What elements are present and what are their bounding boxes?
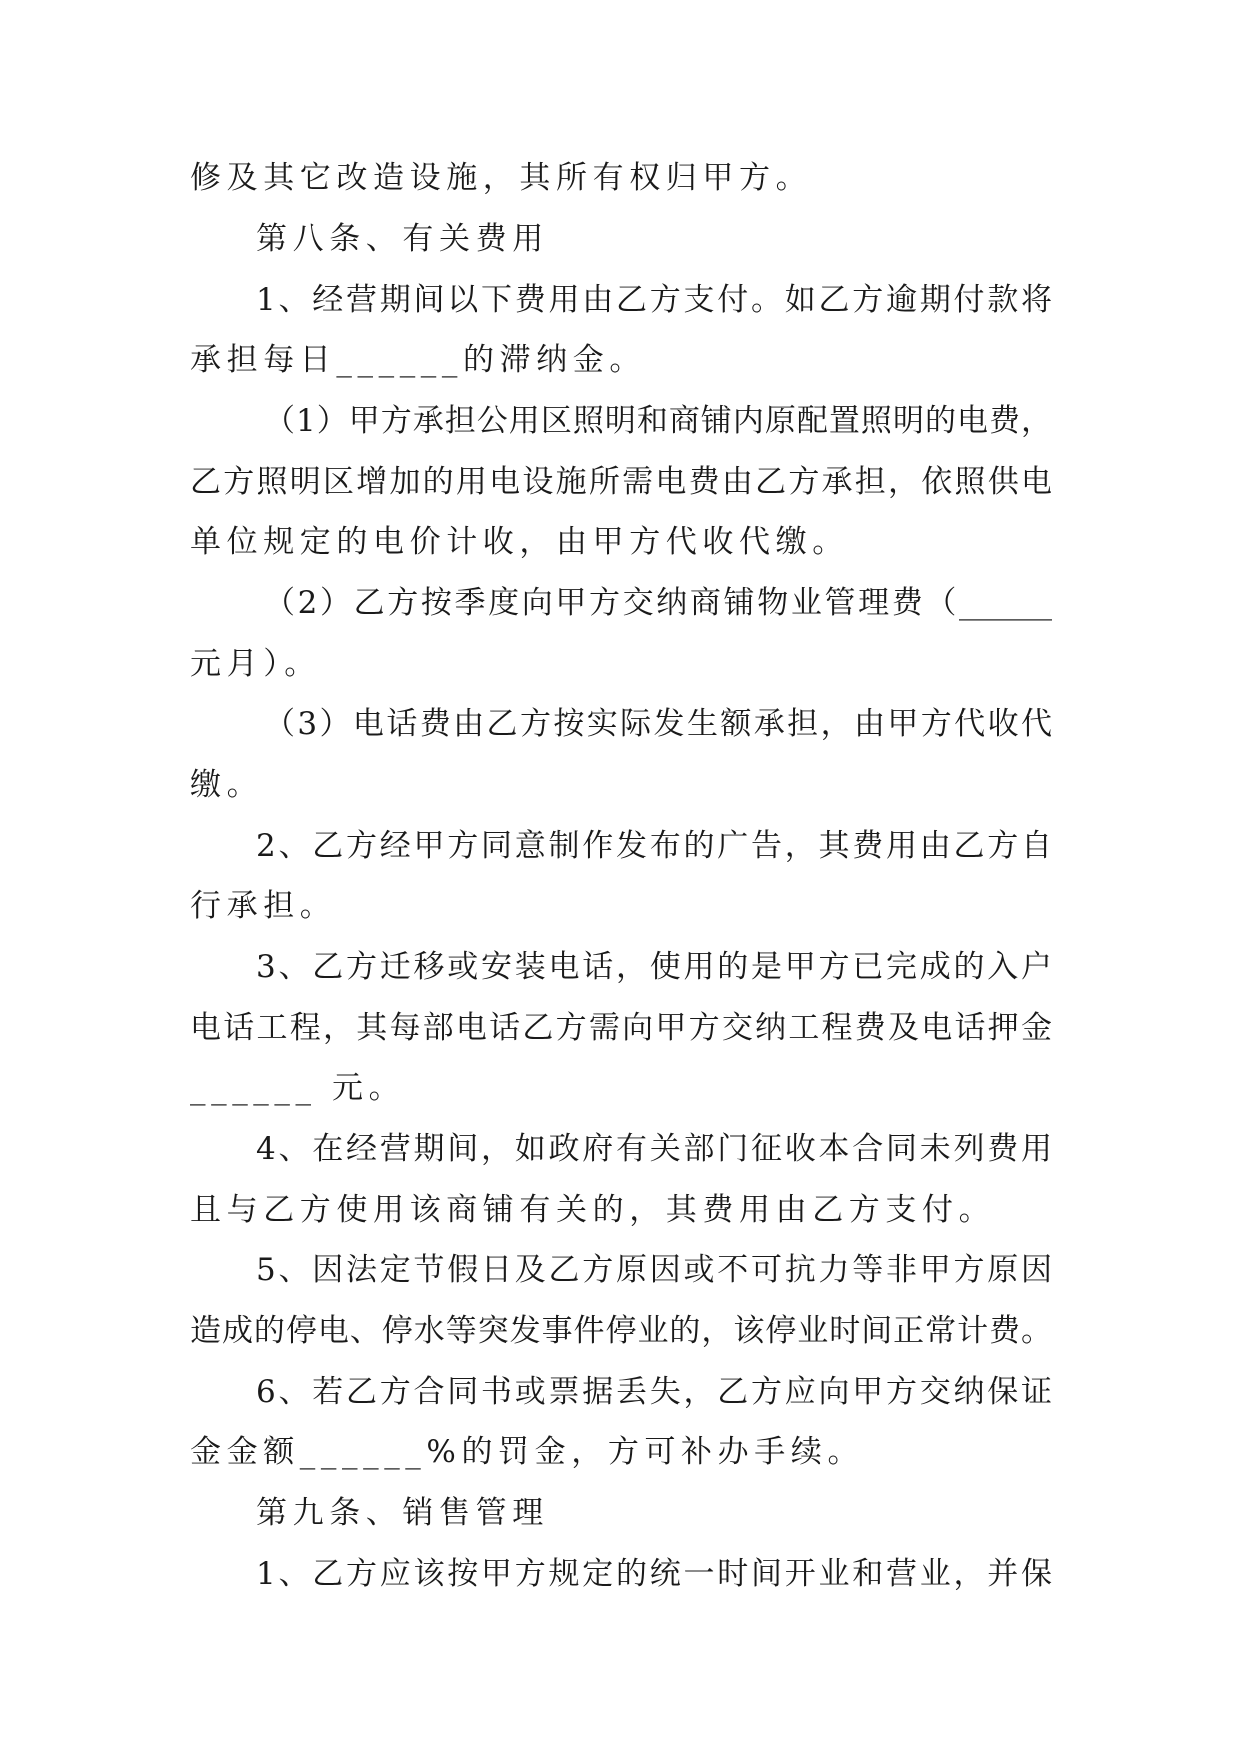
text-line: 电话工程，其每部电话乙方需向甲方交纳工程费及电话押金	[190, 1010, 1052, 1046]
text-line: （2）乙方按季度向甲方交纳商铺物业管理费（______	[264, 585, 1052, 621]
text-line: 3、乙方迁移或安装电话，使用的是甲方已完成的入户	[256, 949, 1052, 985]
text-line: ______ 元。	[190, 1070, 406, 1106]
text-line: 4、在经营期间，如政府有关部门征收本合同未列费用	[256, 1131, 1052, 1167]
text-line: （3）电话费由乙方按实际发生额承担，由甲方代收代	[264, 706, 1052, 742]
text-line: 5、因法定节假日及乙方原因或不可抗力等非甲方原因	[256, 1252, 1052, 1288]
text-line: 6、若乙方合同书或票据丢失，乙方应向甲方交纳保证	[256, 1374, 1052, 1410]
text-line: 2、乙方经甲方同意制作发布的广告，其费用由乙方自	[256, 828, 1052, 864]
text-line: 单位规定的电价计收，由甲方代收代缴。	[190, 524, 849, 560]
text-line: （1）甲方承担公用区照明和商铺内原配置照明的电费，	[264, 403, 1052, 439]
section-heading: 第八条、有关费用	[256, 221, 549, 257]
section-heading: 第九条、销售管理	[256, 1495, 549, 1531]
text-line: 乙方照明区增加的用电设施所需电费由乙方承担，依照供电	[190, 464, 1052, 500]
text-line: 1、经营期间以下费用由乙方支付。如乙方逾期付款将	[256, 282, 1052, 318]
text-line: 元月）。	[190, 646, 321, 682]
text-line: 造成的停电、停水等突发事件停业的，该停业时间正常计费。	[190, 1313, 1052, 1349]
text-line: 且与乙方使用该商铺有关的，其费用由乙方支付。	[190, 1192, 996, 1228]
text-line: 1、乙方应该按甲方规定的统一时间开业和营业，并保	[256, 1556, 1052, 1592]
text-line: 承担每日______的滞纳金。	[190, 342, 646, 378]
text-line: 缴。	[190, 767, 264, 803]
text-line: 金金额______%的罚金，方可补办手续。	[190, 1434, 865, 1470]
text-line: 行承担。	[190, 888, 337, 924]
text-line: 修及其它改造设施，其所有权归甲方。	[190, 160, 813, 196]
